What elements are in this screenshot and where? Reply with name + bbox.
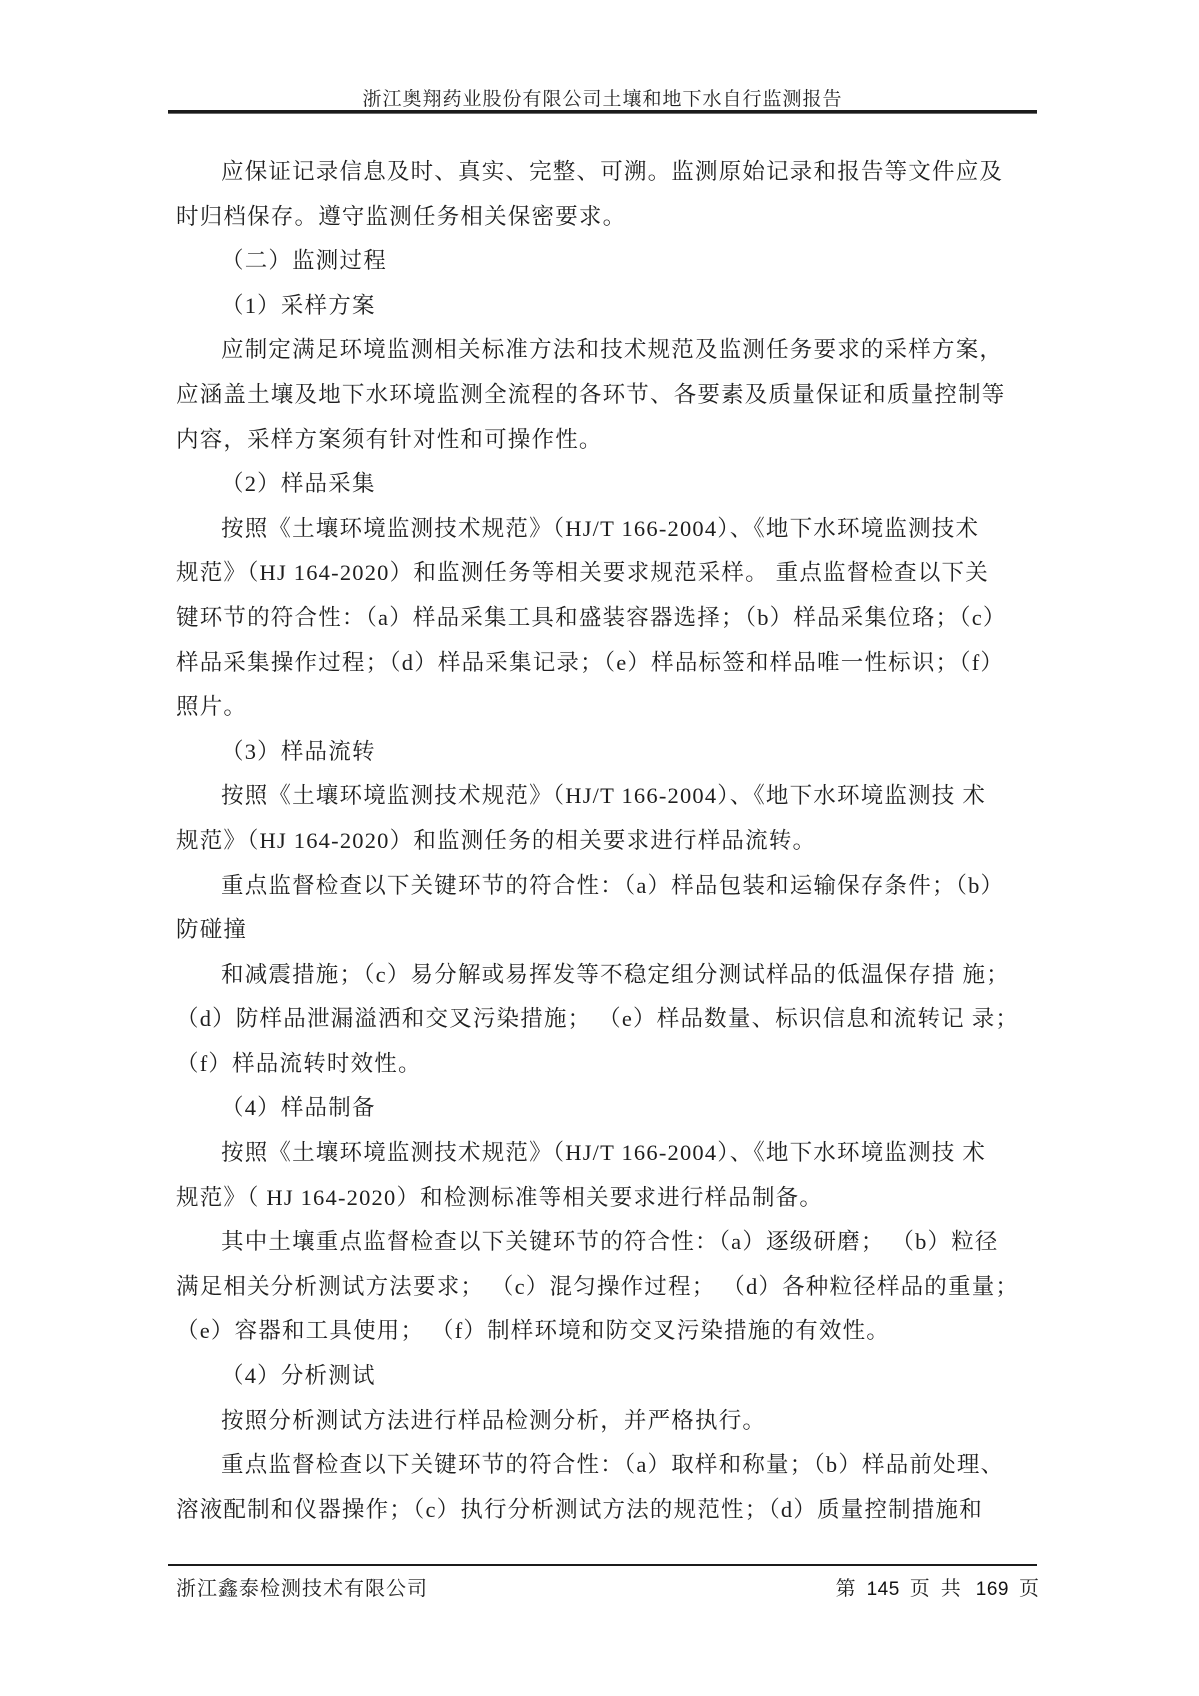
page-label-suffix: 页 bbox=[1019, 1578, 1040, 1600]
text-line: 时归档保存。遵守监测任务相关保密要求。 bbox=[176, 203, 627, 229]
footer-page-indicator bbox=[836, 1572, 1040, 1601]
total-page-number: 169 bbox=[975, 1579, 1009, 1600]
text-line: 按照分析测试方法进行样品检测分析，并严格执行。 bbox=[221, 1407, 767, 1433]
text-line: 重点监督检查以下关键环节的符合性：（a）取样和称量；（b）样品前处理、 bbox=[221, 1452, 1005, 1478]
text-line: （2）样品采集 bbox=[221, 471, 376, 497]
text-line: 规范》（HJ 164-2020）和监测任务等相关要求规范采样。 重点监督检查以下关 bbox=[176, 560, 989, 586]
header-divider bbox=[168, 110, 1037, 114]
text-line: 键环节的符合性：（a）样品采集工具和盛装容器选择；（b）样品采集位珞；（c） bbox=[176, 604, 1007, 630]
text-line: 应保证记录信息及时、真实、完整、可溯。监测原始记录和报告等文件应及 bbox=[221, 159, 1004, 184]
document-body bbox=[176, 150, 1042, 1532]
page-label-conj: 共 bbox=[940, 1578, 962, 1600]
text-line: 应制定满足环境监测相关标准方法和技术规范及监测任务要求的采样方案， bbox=[221, 337, 1004, 363]
text-line: 按照《土壤环境监测技术规范》（HJ/T 166-2004）、《地下水环境监测技 术 bbox=[221, 783, 987, 809]
text-line: （e）容器和工具使用； （f）制样环境和防交叉污染措施的有效性。 bbox=[176, 1318, 891, 1344]
text-line: 照片。 bbox=[176, 694, 248, 720]
footer-company-name: 浙江鑫泰检测技术有限公司 bbox=[176, 1578, 428, 1600]
text-line: （二）监测过程 bbox=[221, 248, 387, 274]
text-line: （3）样品流转 bbox=[221, 738, 376, 764]
text-line: （f）样品流转时效性。 bbox=[176, 1050, 422, 1076]
text-line: （4）样品制备 bbox=[221, 1095, 376, 1121]
text-line: （1）采样方案 bbox=[221, 292, 376, 318]
text-line: 其中土壤重点监督检查以下关键环节的符合性：（a）逐级研磨； （b）粒径 bbox=[221, 1229, 999, 1255]
page-label-prefix: 第 bbox=[835, 1578, 857, 1600]
text-line: 按照《土壤环境监测技术规范》（HJ/T 166-2004）、《地下水环境监测技术 bbox=[221, 515, 980, 541]
page-label-pages: 页 bbox=[909, 1578, 931, 1600]
page-header-title: 浙江奥翔药业股份有限公司土壤和地下水自行监测报告 bbox=[362, 89, 843, 110]
current-page-number: 145 bbox=[866, 1579, 900, 1600]
text-line: 重点监督检查以下关键环节的符合性：（a）样品包装和运输保存条件；（b） bbox=[221, 872, 1005, 898]
text-line: （d）防样品泄漏溢洒和交叉污染措施； （e）样品数量、标识信息和流转记 录； bbox=[176, 1006, 1020, 1032]
text-line: 满足相关分析测试方法要求； （c）混匀操作过程； （d）各种粒径样品的重量； bbox=[176, 1273, 1020, 1299]
text-line: 规范》（ HJ 164-2020）和检测标准等相关要求进行样品制备。 bbox=[176, 1184, 824, 1210]
text-line: 应涵盖土壤及地下水环境监测全流程的各环节、各要素及质量保证和质量控制等 bbox=[176, 381, 1006, 407]
footer-divider bbox=[168, 1564, 1037, 1566]
text-line: 防碰撞 bbox=[176, 917, 248, 943]
text-line: 溶液配制和仪器操作；（c）执行分析测试方法的规范性；（d）质量控制措施和 bbox=[176, 1496, 983, 1522]
text-line: 样品采集操作过程；（d）样品采集记录；（e）样品标签和样品唯一性标识；（f） bbox=[176, 649, 1005, 675]
text-line: 按照《土壤环境监测技术规范》（HJ/T 166-2004）、《地下水环境监测技 术 bbox=[221, 1140, 987, 1166]
text-line: 内容，采样方案须有针对性和可操作性。 bbox=[176, 426, 603, 452]
page-footer bbox=[176, 1572, 1040, 1601]
text-line: 规范》（HJ 164-2020）和监测任务的相关要求进行样品流转。 bbox=[176, 827, 817, 853]
text-line: 和减震措施；（c）易分解或易挥发等不稳定组分测试样品的低温保存措 施； bbox=[221, 961, 1010, 987]
text-line: （4）分析测试 bbox=[221, 1363, 376, 1389]
